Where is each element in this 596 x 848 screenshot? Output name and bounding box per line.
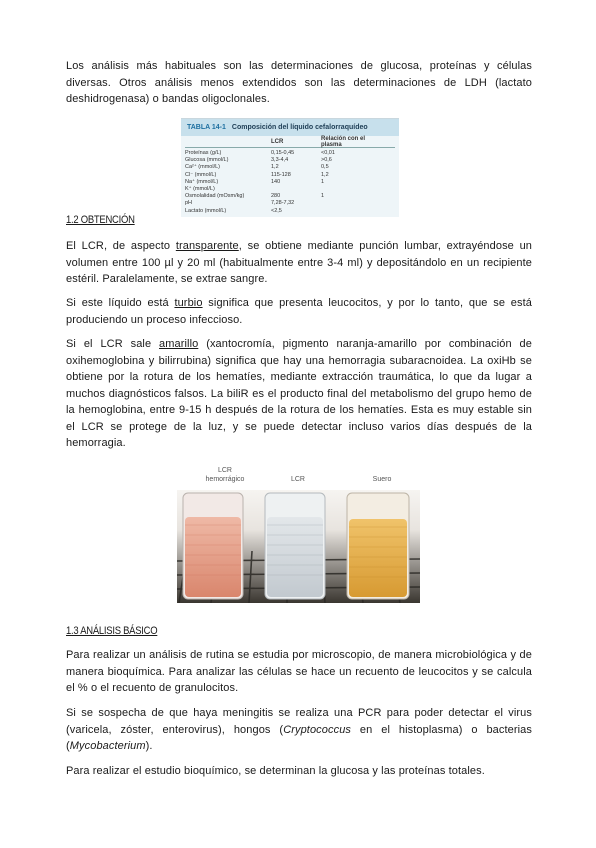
row-lcr-value: 280 [271,193,281,200]
row-relation-value: 0,5 [321,164,329,171]
table-header [181,119,399,136]
samples-illustration [177,463,420,603]
table-row [185,150,395,157]
paragraph-analisis-2: Si se sospecha de que haya meningitis se realiza una PCR para poder detectar el virus (varicela, zóster, enterovirus), hongos (Cryptococcus en el histoplasma) o bacterias (Mycobacterium). [66,707,532,752]
table-row [185,193,395,200]
paragraph-obtencion-3: Si el LCR sale amarillo (xantocromía, pigmento naranja-amarillo por combinación de oxihemoglobina y bilirrubina) significa que hay una hemorragia subaracnoidea. La oxiHb se obtiene por la rotura de los hematíes, mediante extracción traumática, lo que da lugar a muchos diagnósticos falsos. La biliR es el producto final del metabolismo del grupo hemo de la hemoglobina, entre 9-15 h después de la rotura de los hematíes. Esta es muy estable sin el LCR se protege de la luz, y se puede detectar incluso varios días después de la hemorragia. [66,338,532,449]
table-row [185,186,395,193]
row-label: Lactato (mmol/L) [185,207,227,214]
section-heading-obtencion: 1.2 OBTENCIÓN [66,214,135,226]
table-body [185,150,395,215]
row-lcr-value: 3,3-4,4 [271,157,289,164]
paragraph-analisis-1: Para realizar un análisis de rutina se estudia por microscopio, de manera microbiológica y de manera bioquímica. Para analizar las células se hace un recuento de leucocitos y se calcula el % o el recuento de granulocitos. [66,649,532,694]
table-tag: TABLA 14-1 [187,124,226,131]
table-row [185,164,395,171]
row-label: K⁺ (mmol/L) [185,186,215,193]
col-relation: Relación con el plasma [321,135,366,148]
table-title: Composición del líquido cefalorraquídeo [231,124,368,131]
paragraph-obtencion-2: Si este líquido está turbio significa que presenta leucocitos, y por lo tanto, que se está produciendo un proceso infeccioso. [66,297,532,326]
paragraph-obtencion-1: El LCR, de aspecto transparente, se obtiene mediante punción lumbar, extrayéndose un volumen entre 100 µl y 20 ml (habitualmente entre 3-4 ml) y depositándolo en un recipiente estéril. Paralelamente, se extrae sangre. [66,240,532,285]
row-lcr-value: 0,15-0,45 [271,150,295,156]
table-row [185,200,395,207]
row-label: Proteínas (g/L) [185,150,222,156]
row-relation-value: 1 [321,193,325,200]
row-relation-value: 1,2 [321,171,329,178]
composition-table-figure [181,118,399,217]
row-label: pH [185,200,193,207]
row-relation-value: <0,01 [321,150,335,156]
row-lcr-value [271,186,321,193]
table-column-headers [185,136,395,148]
csf-samples-photo [177,463,420,603]
label-lcr: LCR [290,476,305,483]
underlined-transparente: transparente [175,240,239,252]
label-lcr-hemorragico: LCR hemorrágico [205,467,245,483]
row-label: Glucosa (mmol/L) [185,157,229,164]
row-lcr-value: 7,28-7,32 [271,200,295,207]
section-heading-analisis-basico: 1.3 ANÁLISIS BÁSICO [66,625,158,637]
row-relation-value [321,200,381,207]
row-relation-value [321,186,381,193]
row-lcr-value: 115-128 [271,171,291,178]
italic-cryptococcus: Cryptococcus [283,723,352,736]
italic-mycobacterium: Mycobacterium [69,740,146,752]
row-label: Ca²⁺ (mmol/L) [185,164,220,171]
row-label: Osmolalidad (mOsm/kg) [185,193,245,200]
row-relation-value: 1 [321,178,325,185]
col-lcr: LCR [271,138,284,145]
intro-paragraph: Los análisis más habituales son las determinaciones de glucosa, proteínas y células diversas. Otros análisis menos extendidos son las determinaciones de LDH (lactato deshidrogenasa) o bandas oligoclonales. [66,60,532,105]
row-relation-value: >0,6 [321,157,332,164]
table-row [185,179,395,186]
underlined-turbio: turbio [174,297,203,309]
row-lcr-value: 1,2 [271,164,279,171]
paragraph-analisis-3: Para realizar el estudio bioquímico, se determinan la glucosa y las proteínas totales. [66,765,485,777]
row-lcr-value: <2,5 [271,207,282,214]
table-row [185,172,395,179]
row-label: Cl⁻ (mmol/L) [185,171,217,178]
row-label: Na⁺ (mmol/L) [185,178,219,185]
underlined-amarillo: amarillo [159,338,199,350]
row-lcr-value: 140 [271,178,281,185]
label-suero: Suero [372,476,392,483]
